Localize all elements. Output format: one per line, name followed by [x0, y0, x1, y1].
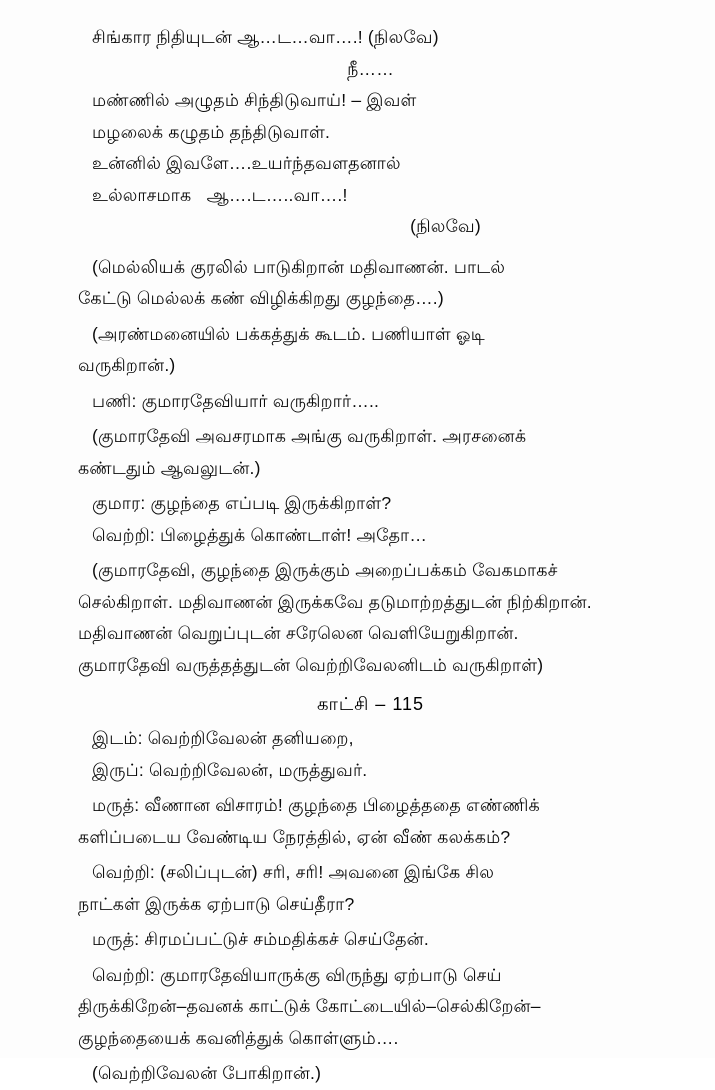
scene-heading: காட்சி – 115: [316, 694, 425, 714]
text-line: (நிலவே): [410, 216, 481, 236]
text-line: நீ……: [347, 58, 394, 79]
scene-meta: [78, 723, 663, 786]
text-line: சிங்கார நிதியுடன் ஆ…ட…வா….! (நிலவே): [92, 27, 439, 47]
text-line: குமாரதேவி வருத்தத்துடன் வெற்றிவேலனிடம் வருகிறாள்): [78, 654, 544, 675]
text-line: களிப்படைய வேண்டிய நேரத்தில், ஏன் வீண் கலக்கம்?: [78, 826, 511, 847]
text-line: கேட்டு மெல்லக் கண் விழிக்கிறது குழந்தை….): [78, 288, 444, 308]
dialogue-kumara: [78, 488, 663, 520]
text-line: பணி: குமாரதேவியார் வருகிறார்…..: [92, 390, 380, 411]
text-line: மருத்: சிரமப்பட்டுச் சம்மதிக்கச் செய்தேன்.: [92, 929, 429, 949]
text-line: மழலைக் கழுதம் தந்திடுவாள்.: [92, 121, 331, 142]
text-line: இடம்: வெற்றிவேலன் தனியறை,: [92, 728, 354, 748]
stage-direction-1: [78, 252, 663, 315]
text-line: வெற்றி: பிழைத்துக் கொண்டாள்! அதோ…: [92, 524, 428, 545]
text-line: குழந்தையைக் கவனித்துக் கொள்ளும்….: [78, 1027, 399, 1048]
text-line: மண்ணில் அழுதம் சிந்திடுவாய்! – இவள்: [92, 90, 417, 110]
dialogue-vetri-2: [78, 857, 663, 920]
text-line: இருப்: வெற்றிவேலன், மருத்துவர்.: [92, 759, 368, 780]
text-line: உன்னில் இவளே….உயர்ந்தவளதனால்: [92, 153, 401, 173]
text-line: நாட்கள் இருக்க ஏற்பாடு செய்தீரா?: [78, 893, 355, 914]
text-line: (அரண்மனையில் பக்கத்துக் கூடம். பணியாள் ஓடி: [92, 323, 485, 344]
song-stanza: [78, 22, 663, 243]
text-line: மருத்: வீணான விசாரம்! குழந்தை பிழைத்ததை எண்ணிக்: [92, 795, 540, 815]
text-line: (வெற்றிவேலன் போகிறான்.): [92, 1063, 322, 1083]
spacer: [78, 243, 663, 252]
text-line: வருகிறான்.): [78, 355, 176, 375]
stage-direction-5: [78, 1058, 663, 1090]
dialogue-maruthu-2: [78, 924, 663, 956]
stage-direction-2: [78, 319, 663, 382]
text-line: கண்டதும் ஆவலுடன்.): [78, 457, 261, 478]
dialogue-maruthu-1: [78, 790, 663, 853]
stage-direction-3: [78, 421, 663, 484]
text-line: மதிவாணன் வெறுப்புடன் சரேலென வெளியேறுகிறான்.: [78, 623, 519, 643]
text-line: (குமாரதேவி அவசரமாக அங்கு வருகிறாள். அரசனைக்: [92, 426, 527, 446]
text-line: வெற்றி: குமாரதேவியாருக்கு விருந்து ஏற்பாடு செய்: [92, 964, 502, 985]
text-line: உல்லாசமாக ஆ….ட…..வா….!: [92, 184, 348, 205]
dialogue-vetri-1: [78, 520, 663, 552]
text-line: செல்கிறாள். மதிவாணன் இருக்கவே தடுமாற்றத்துடன் நிற்கிறான்.: [78, 591, 592, 612]
text-line: வெற்றி: (சலிப்புடன்) சரி, சரி! அவனை இங்கே சில: [92, 862, 495, 882]
dialogue-pani: [78, 386, 663, 418]
text-line: குமார: குழந்தை எப்படி இருக்கிறாள்?: [92, 493, 392, 513]
text-line: (மெல்லியக் குரலில் பாடுகிறான் மதிவாணன். பாடல்: [92, 256, 506, 277]
stage-direction-4: [78, 555, 663, 681]
dialogue-vetri-3: [78, 960, 663, 1055]
text-line: (குமாரதேவி, குழந்தை இருக்கும் அறைப்பக்கம் வேகமாகச்: [92, 560, 558, 580]
text-line: திருக்கிறேன்–தவனக் காட்டுக் கோட்டையில்–செல்கிறேன்–: [78, 996, 541, 1016]
